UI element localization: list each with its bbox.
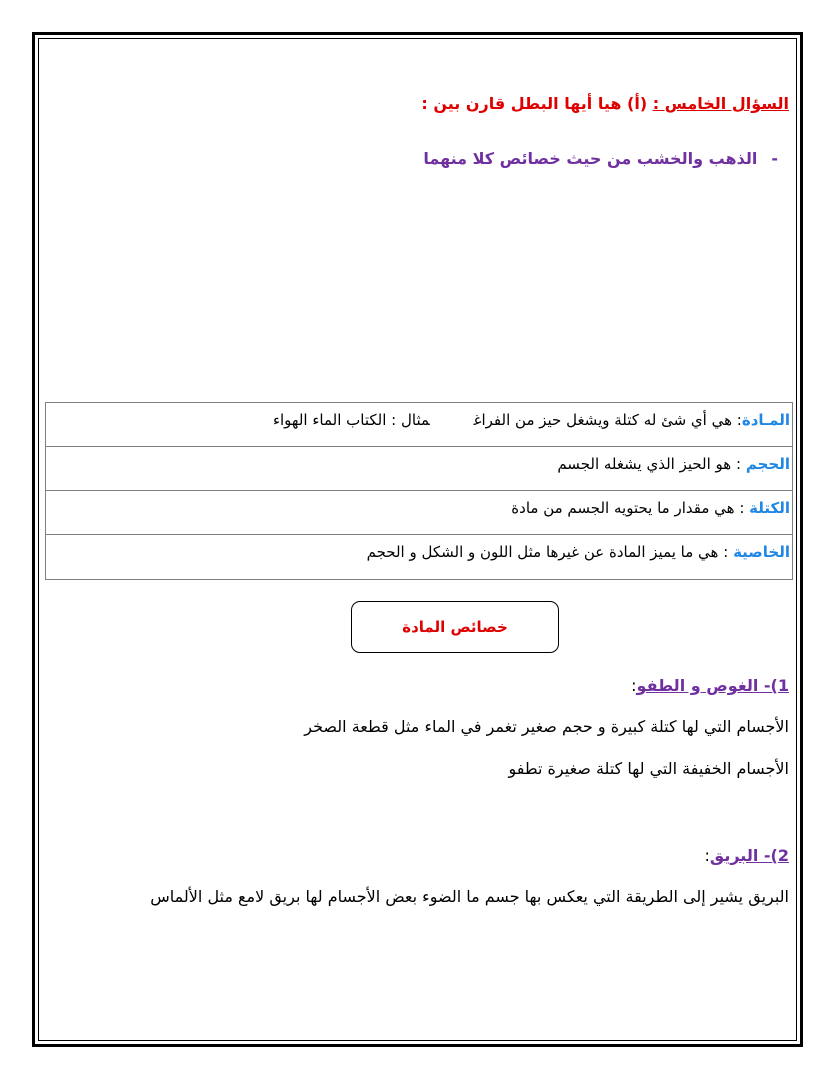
question-item — [423, 149, 778, 168]
section-heading-text: 2)- البريق — [709, 846, 789, 865]
definition-separator: : — [732, 411, 742, 429]
question-title — [421, 94, 789, 113]
definition-text: هي أي شئ له كتلة ويشغل حيز من الفراغ — [473, 411, 733, 429]
definition-row — [46, 447, 792, 491]
section-heading-text: 1)- الغوص و الطفو — [636, 676, 789, 695]
properties-title-box — [351, 601, 559, 653]
definition-term: الكتلة — [749, 499, 790, 517]
question-number: السؤال الخامس : — [652, 94, 789, 113]
section-colon: : — [631, 676, 637, 695]
definition-row — [46, 403, 792, 447]
item-text: الذهب والخشب من حيث خصائص كلا منهما — [423, 149, 758, 168]
section-line: البريق يشير إلى الطريقة التي يعكس بها جسم ما الضوء بعض الأجسام لها بريق لامع مثل الألماس — [150, 887, 789, 906]
definition-row — [46, 535, 792, 579]
section-heading-floating — [631, 676, 789, 695]
item-dash: - — [771, 149, 778, 168]
question-instruction: (أ) هيا أيها البطل قارن بين : — [421, 94, 653, 113]
section-heading-luster — [705, 846, 789, 865]
definition-term: الخاصية — [733, 543, 790, 561]
definitions-table — [45, 402, 793, 580]
definition-separator: : — [731, 455, 746, 473]
definition-separator: : — [718, 543, 734, 561]
section-line: الأجسام الخفيفة التي لها كتلة صغيرة تطفو — [508, 759, 789, 778]
section-colon: : — [704, 846, 710, 865]
definition-example: مثال : الكتاب الماء الهواء — [272, 411, 430, 429]
definition-term: المـادة — [741, 411, 790, 429]
definition-separator: : — [734, 499, 750, 517]
definition-row — [46, 491, 792, 535]
definition-text: هي ما يميز المادة عن غيرها مثل اللون و الشكل و الحجم — [366, 543, 719, 561]
definition-text: هي مقدار ما يحتويه الجسم من مادة — [511, 499, 735, 517]
definition-term: الحجم — [745, 455, 790, 473]
properties-title: خصائص المادة — [402, 618, 508, 636]
definition-text: هو الحيز الذي يشغله الجسم — [557, 455, 732, 473]
section-line: الأجسام التي لها كتلة كبيرة و حجم صغير تغمر في الماء مثل قطعة الصخر — [304, 717, 789, 736]
